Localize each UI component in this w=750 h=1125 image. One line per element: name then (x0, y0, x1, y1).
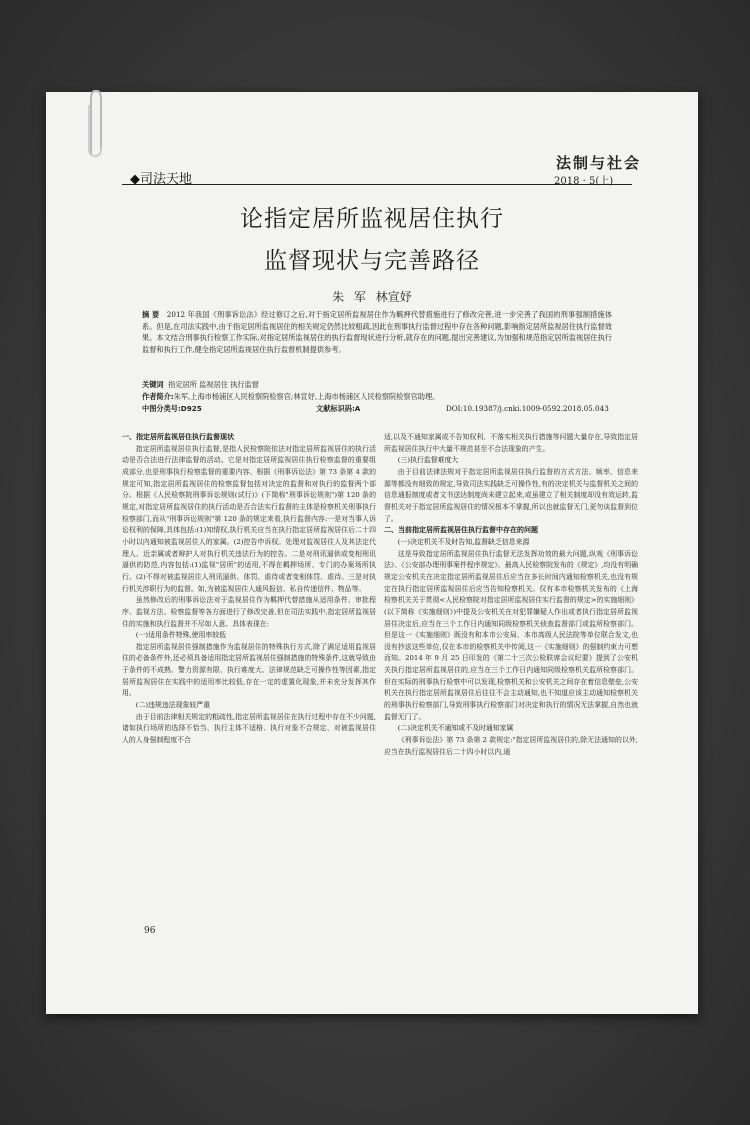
authors: 朱 军 林宣妤 (332, 290, 412, 304)
paragraph: 由于目前法律相关规定的粗疏性,指定居所监视居住在执行过程中存在不少问题,诸如执行场所的选择不恰当、执行主体不适格、执行对象不合规定、对被监视居住人的人身强制程度不合 (122, 712, 376, 745)
paragraph: 由于目前法律法规对于指定居所监视居住执行监督的方式方法、频率、信息来源等都没有细致的规定,导致司法实践缺乏可操作性,有的决定机关与监督机关之间的信息通报制度或者文书送达制度尚未建立起来,或虽建立了相关制度却没有效运转,监督机关对于指定居所监视居住的情况根本不掌握,所以也就监督无门,更勿谈监督到位了。 (384, 467, 638, 523)
paragraph: 指定居所监视居住强制措施作为监视居住的特殊执行方式,除了满足适用监视居住的必备条件外,还必须具备适用指定居所监视居住强制措施的特殊条件,这就导致由于条件的不成熟、警力资源有限、执行难度大、法律规范缺乏可操作性等因素,指定居所监视居住在实践中的适用率比较低,存在一定的虚置化现象,并未充分发挥其作用。 (122, 642, 376, 698)
section-tag: ◆司法天地 (130, 172, 192, 187)
header-rule (122, 184, 632, 185)
article-title-line2: 监督现状与完善路径 (264, 248, 480, 274)
doi: DOI:10.19387/j.cnki.1009-0592.2018.05.043 (446, 404, 609, 413)
section-heading: 一、指定居所监视居住执行监督现状 (122, 433, 234, 441)
keywords-text: 指定居所 监视居住 执行监督 (168, 380, 259, 389)
abstract (142, 309, 612, 355)
page-number: 96 (144, 926, 156, 936)
keywords (142, 379, 612, 390)
document-code: 文献标识码:A (316, 404, 361, 413)
right-column (384, 432, 638, 758)
keywords-label: 关键词 (142, 380, 164, 389)
issue-number: 2018 · 5(上) (554, 176, 614, 187)
subsection-heading: (三)执行监督难度大 (397, 456, 459, 465)
subsection-heading: (一)适用条件特殊,使用率较低 (135, 631, 227, 640)
section-heading: 二、当前指定居所监视居住执行监督中存在的问题 (384, 526, 538, 535)
paragraph: 适,以及不通知家属或不告知权利、不落实相关执行措施等问题大量存在,导致指定居所监视居住执行中大量不规范甚至不合法现象的产生。 (384, 433, 638, 453)
abstract-label: 摘 要 (142, 310, 160, 319)
paragraph: 指定居所监视居住执行监督,是指人民检察院依法对指定居所监视居住的执行活动是否合法进行法律监督的活动。它是对指定居所监视居住执行检察监督的重要组成部分,也是刑事执行检察监督的重要内容。根据《刑事诉讼法》第 73 条第 4 款的规定可知,指定居所监视居住的检察监督包括对决定的监督和对执行的监督两个部分。根据《人民检察院刑事诉讼规则(试行)》(下简称"刑事诉讼规则")第 120 条的规定,对指定居所监视居住的执行活动是否合法实行监督的主体是检察机关刑事执行检察部门,而从"刑事诉讼规则"第 120 条的规定来看,执行监督内容:一是对当事人诉讼权利的保障,具体包括:(1)知情权,执行机关应当在执行指定居所监视居住后二十四小时以内通知被监视居住人的家属。(2)控告申诉权。处理对监视居住人及其法定代理人、近亲属或者辩护人对执行机关违法行为的控告。二是对刑讯逼供或变相刑讯逼供的防范,内容包括:(1)监视"居所"的适用,不得在羁押场所、专门的办案场所执行。(2)不得对被监视居住人刑讯逼供、体罚、虐待或者变相体罚、虐待。三是对执行机关涉职行为的监督。如,为被监视居住人通风报信、私自传递信件、物品等。 (122, 444, 376, 593)
subsection-heading: (二)决定机关不通知或不及时通知家属 (397, 724, 514, 733)
subsection-heading: (二)违规违法现象较严重 (135, 701, 211, 710)
clc-number: 中图分类号:D925 (142, 404, 202, 413)
document-page (46, 92, 698, 1014)
subsection-heading: (一)决定机关不及时告知,监督缺乏信息来源 (397, 537, 530, 546)
journal-name: 法制与社会 (556, 154, 642, 172)
paperclip-icon (86, 88, 104, 160)
abstract-text: 2012 年我国《刑事诉讼法》经过修订之后,对于指定居所监视居住作为羁押代替措施进行了修改完善,进一步完善了我国的刑事强制措施体系。但是,在司法实践中,由于指定居所监视居住的相关规定仍然比较粗疏,因此在刑事执行监督过程中存在各种问题,影响指定居所监视居住执行监督效果。本文结合刑事执行检察工作实际,对指定居所监视居住的执行监督现状进行分析,就存在的问题,提出完善建议,为加强和规范指定居所监视居住执行监督和执行工作,健全指定居所监视居住执行监督机制提供参考。 (142, 310, 612, 354)
paragraph: 《刑事诉讼法》第 73 条第 2 款规定:"指定居所监视居住的,除无法通知的以外,应当在执行监视居住后二十四小时以内,通 (384, 736, 638, 756)
paragraph: 虽然修改后的刑事诉讼法对于监视居住作为羁押代替措施从适用条件、审批程序、监视方法、检察监督等各方面进行了修改完善,但在司法实践中,指定居所监视居住的实施和执行监督并不尽如人意。具体表现在: (122, 596, 376, 628)
author-info-text: 朱军,上海市杨浦区人民检察院检察官;林宣妤,上海市杨浦区人民检察院检察官助理。 (173, 392, 440, 401)
author-info (142, 391, 612, 402)
article-title-line1: 论指定居所监视居住执行 (240, 206, 504, 232)
author-info-label: 作者简介: (142, 392, 174, 401)
paragraph: 这是导致指定居所监视居住执行监督无法发挥功效的最大问题,纵观《刑事诉讼法》、《公安部办理刑事案件程序规定》、最高人民检察院发布的《规定》,均没有明确规定公安机关在决定指定居所监视居住后应当在多长时间内通知检察机关,也没有规定在执行指定居所监视居住后应当告知检察机关。仅有本市检察机关发布的《上海检察机关关于贯彻<人民检察院对指定居所监视居住实行监督的规定>的实施细则》(以下简称《实施细则》)中提及公安机关在对犯罪嫌疑人作出或者执行指定居所监视居住决定后,应当在三个工作日内通知同级检察机关侦查监督部门或监所检察部门。但是这一《实施细则》既没有和本市公安局、本市高级人民法院等单位联合发文,也没有抄送这些单位,仅在本市的检察机关中传阅,这一《实施细则》的强制约束力可想而知。2014 年 9 月 25 日印发的《第二十三次公检联席会议纪要》提到了公安机关执行指定居所监视居住的,应当在三个工作日内通知同级检察机关监所检察部门。但在实际的刑事执行检察中可以发现,检察机关和公安机关之间存在着信息壁垒,公安机关在执行指定居所监视居住后往往不会主动通知,也不知道应该主动通知检察机关的刑事执行检察部门,导致刑事执行检察部门对决定和执行的情况无法掌握,自然也就监督无门了。 (384, 549, 638, 721)
left-column (122, 432, 376, 747)
